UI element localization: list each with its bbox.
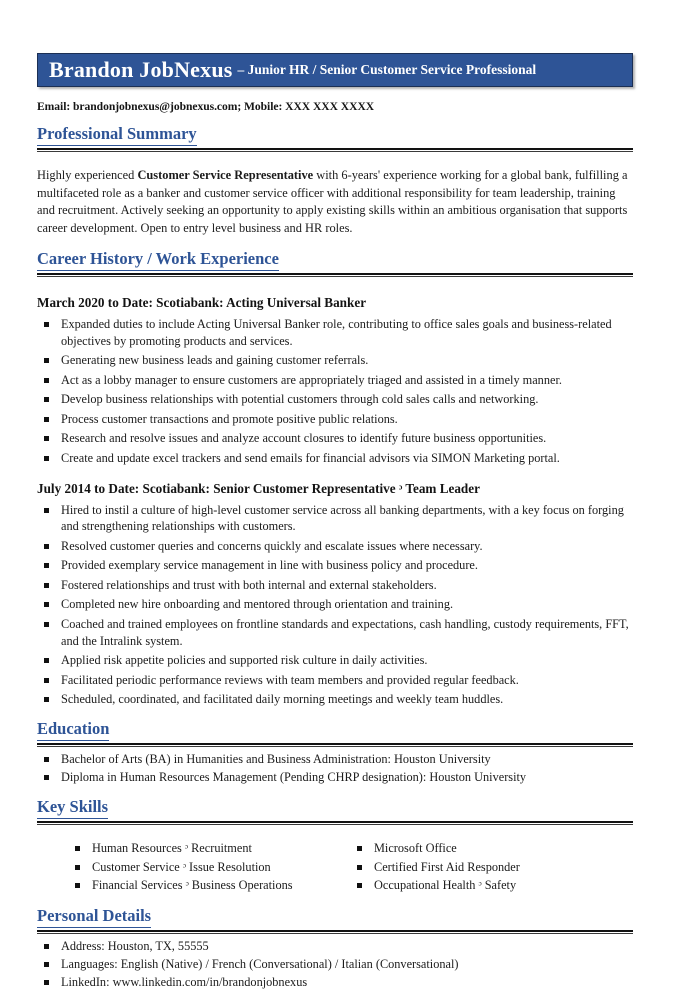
education-list bbox=[37, 751, 633, 786]
job-bullet-list bbox=[37, 502, 633, 709]
skills-columns bbox=[37, 840, 633, 895]
section-education bbox=[37, 720, 633, 786]
list-item: Develop business relationships with potential customers through cold sales calls and networking. bbox=[37, 391, 633, 408]
job-title: March 2020 to Date: Scotiabank: Acting Universal Banker bbox=[37, 294, 367, 310]
section-header bbox=[37, 250, 633, 281]
skills-column-right bbox=[350, 840, 633, 895]
job-title: July 2014 to Date: Scotiabank: Senior Customer Representative ᵓ Team Leader bbox=[37, 480, 480, 496]
list-item: Hired to instil a culture of high-level customer service across all banking departments, with a key focus on forging and strengthening relationships with customers. bbox=[37, 502, 633, 536]
summary-text-before: Highly experienced bbox=[37, 167, 138, 182]
list-item: Customer Service ᵓ Issue Resolution bbox=[68, 859, 350, 876]
list-item: Diploma in Human Resources Management (Pending CHRP designation): Houston University bbox=[37, 769, 633, 786]
list-item: Bachelor of Arts (BA) in Humanities and Business Administration: Houston University bbox=[37, 751, 633, 768]
personal-details-list bbox=[37, 938, 633, 991]
section-personal-details bbox=[37, 907, 633, 991]
section-header bbox=[37, 720, 633, 751]
list-item: Create and update excel trackers and send emails for financial advisors via SIMON Marketing portal. bbox=[37, 450, 633, 467]
list-item: Scheduled, coordinated, and facilitated daily morning meetings and weekly team huddles. bbox=[37, 691, 633, 708]
section-header bbox=[37, 125, 633, 156]
list-item: Process customer transactions and promote positive public relations. bbox=[37, 411, 633, 428]
list-item: Facilitated periodic performance reviews with team members and provided regular feedback. bbox=[37, 672, 633, 689]
list-item: Fostered relationships and trust with both internal and external stakeholders. bbox=[37, 577, 633, 594]
summary-paragraph bbox=[37, 167, 633, 237]
list-item: Provided exemplary service management in line with business policy and procedure. bbox=[37, 557, 633, 574]
list-item: Generating new business leads and gaining customer referrals. bbox=[37, 352, 633, 369]
list-item: Research and resolve issues and analyze account closures to identify future business opportunities. bbox=[37, 430, 633, 447]
section-title-skills: Key Skills bbox=[37, 798, 108, 819]
list-item: Occupational Health ᵓ Safety bbox=[350, 877, 633, 894]
summary-text-after: with 6-years' experience working for a global bank, fulfilling a multifaceted role as a banker and customer service officer with additional responsibility for team leadership, training and recruitment. Actively seeking an opportunity to apply existing skills within an ambitious organisation that supports career development. Open to entry level business and HR roles. bbox=[37, 167, 628, 235]
section-divider bbox=[37, 821, 633, 825]
section-divider bbox=[37, 273, 633, 277]
section-title-education: Education bbox=[37, 720, 109, 741]
list-item: Completed new hire onboarding and mentored through orientation and training. bbox=[37, 596, 633, 613]
list-item: Coached and trained employees on frontline standards and expectations, cash handling, custody requirements, FFT, and the Intralink system. bbox=[37, 616, 633, 650]
list-item: Expanded duties to include Acting Universal Banker role, contributing to office sales goals and business-related objectives by promoting products and services. bbox=[37, 316, 633, 350]
section-divider bbox=[37, 743, 633, 747]
section-title-career: Career History / Work Experience bbox=[37, 250, 279, 271]
section-divider bbox=[37, 148, 633, 152]
list-item: Act as a lobby manager to ensure customers are appropriately triaged and assisted in a timely manner. bbox=[37, 372, 633, 389]
list-item: Address: Houston, TX, 55555 bbox=[37, 938, 633, 955]
list-item: Financial Services ᵓ Business Operations bbox=[68, 877, 350, 894]
section-header bbox=[37, 907, 633, 938]
list-item: Languages: English (Native) / French (Conversational) / Italian (Conversational) bbox=[37, 956, 633, 973]
skills-column-left bbox=[37, 840, 350, 895]
job-bullet-list bbox=[37, 316, 633, 467]
skills-list-left bbox=[68, 840, 350, 894]
candidate-name: Brandon JobNexus bbox=[49, 57, 233, 82]
section-title-summary: Professional Summary bbox=[37, 125, 197, 146]
list-item: Resolved customer queries and concerns quickly and escalate issues where necessary. bbox=[37, 538, 633, 555]
section-professional-summary bbox=[37, 125, 633, 237]
summary-text-bold: Customer Service Representative bbox=[137, 167, 314, 182]
section-header bbox=[37, 798, 633, 829]
skills-list-right bbox=[350, 840, 633, 894]
resume-content bbox=[37, 0, 633, 992]
section-divider bbox=[37, 930, 633, 934]
section-title-personal: Personal Details bbox=[37, 907, 151, 928]
list-item-linkedin[interactable]: LinkedIn: www.linkedin.com/in/brandonjobnexus bbox=[37, 974, 633, 991]
section-key-skills bbox=[37, 798, 633, 895]
section-career-history bbox=[37, 250, 633, 708]
contact-line: Email: brandonjobnexus@jobnexus.com; Mobile: XXX XXX XXXX bbox=[37, 100, 375, 113]
list-item: Applied risk appetite policies and supported risk culture in daily activities. bbox=[37, 652, 633, 669]
list-item: Certified First Aid Responder bbox=[350, 859, 633, 876]
name-banner bbox=[37, 53, 633, 87]
list-item: Microsoft Office bbox=[350, 840, 633, 857]
list-item: Human Resources ᵓ Recruitment bbox=[68, 840, 350, 857]
candidate-subtitle: – Junior HR / Senior Customer Service Professional bbox=[237, 62, 537, 78]
